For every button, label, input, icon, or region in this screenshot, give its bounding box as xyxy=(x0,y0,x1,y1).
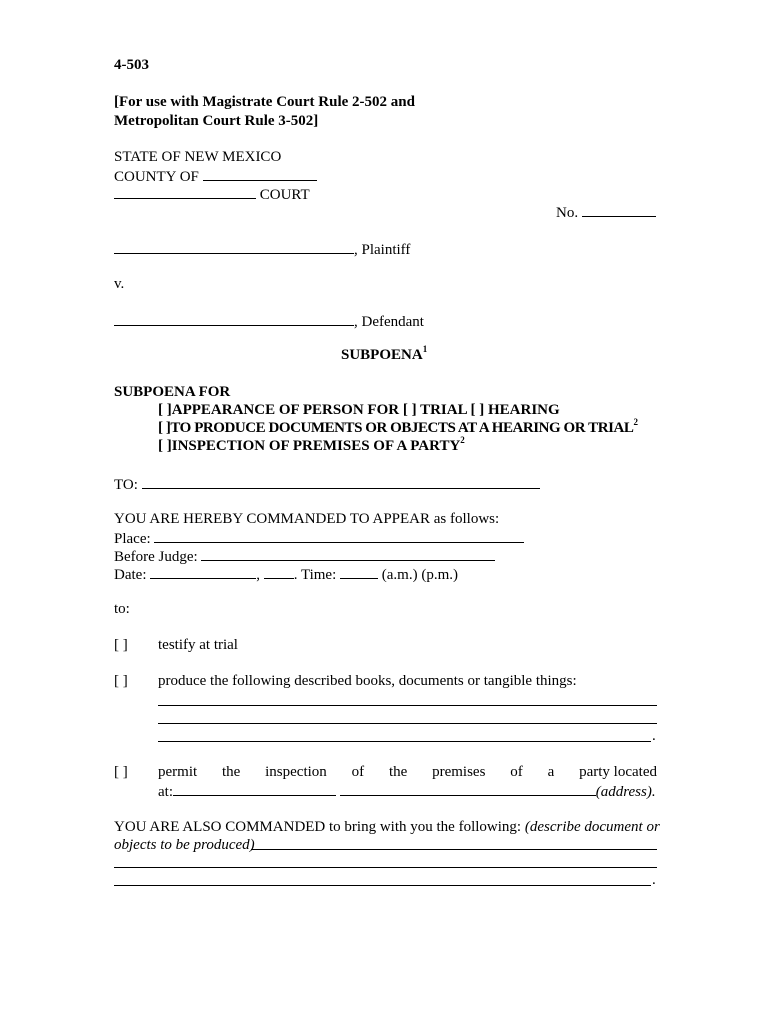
also-commanded-line xyxy=(114,819,660,836)
bring-blank-1[interactable] xyxy=(251,849,657,850)
defendant-blank[interactable] xyxy=(114,312,354,326)
judge-line xyxy=(114,547,495,566)
address-label: (address). xyxy=(595,784,656,800)
document-title xyxy=(341,344,428,364)
inspection-sentence xyxy=(158,764,657,781)
to-blank[interactable] xyxy=(142,475,540,489)
time-label: . Time: xyxy=(293,567,337,583)
defendant-label: , Defendant xyxy=(354,314,424,330)
title-footnote: 1 xyxy=(422,344,428,354)
produce-label: produce the following described books, documents or tangible things: xyxy=(158,673,577,689)
option-inspection-footnote: 2 xyxy=(460,435,465,445)
bring-period: . xyxy=(652,872,656,888)
title-text: SUBPOENA xyxy=(341,347,423,363)
inspection-word: permit xyxy=(158,764,198,780)
case-number-line xyxy=(556,203,656,222)
produce-checkbox[interactable]: [ ] xyxy=(114,673,128,689)
date-blank[interactable] xyxy=(150,565,256,579)
option-inspection[interactable] xyxy=(158,435,465,455)
inspection-word: a xyxy=(547,764,555,780)
describe-line xyxy=(114,837,255,854)
bring-blank-2[interactable] xyxy=(114,867,657,868)
judge-label: Before Judge: xyxy=(114,549,198,565)
inspection-word: the xyxy=(388,764,408,780)
date-line xyxy=(114,565,458,584)
time-blank[interactable] xyxy=(340,565,378,579)
produce-blank-2[interactable] xyxy=(158,723,657,724)
bring-blank-3[interactable] xyxy=(114,885,651,886)
option-produce-text: [ ]TO PRODUCE DOCUMENTS OR OBJECTS AT A HEARING OR TRIAL xyxy=(158,420,634,436)
county-label: COUNTY OF xyxy=(114,169,199,185)
inspection-word: premises xyxy=(432,764,486,780)
inspection-word: party located xyxy=(579,764,657,780)
plaintiff-line xyxy=(114,240,410,259)
defendant-line xyxy=(114,312,424,331)
place-blank[interactable] xyxy=(154,529,524,543)
place-label: Place: xyxy=(114,531,151,547)
plaintiff-blank[interactable] xyxy=(114,240,354,254)
case-number-label: No. xyxy=(556,205,579,221)
testify-label: testify at trial xyxy=(158,637,238,653)
court-line xyxy=(114,185,310,204)
court-blank[interactable] xyxy=(114,185,256,199)
option-inspection-text: [ ]INSPECTION OF PREMISES OF A PARTY xyxy=(158,438,461,454)
inspection-word: of xyxy=(510,764,523,780)
option-produce-footnote: 2 xyxy=(633,417,638,427)
to-colon-label: to: xyxy=(114,601,130,617)
commanded-heading: YOU ARE HEREBY COMMANDED TO APPEAR as follows: xyxy=(114,511,500,527)
ampm-label: (a.m.) (p.m.) xyxy=(381,567,458,583)
use-line-1: [For use with Magistrate Court Rule 2-502 and xyxy=(114,94,415,110)
to-line xyxy=(114,475,540,494)
date-label: Date: xyxy=(114,567,147,583)
use-line-2: Metropolitan Court Rule 3-502] xyxy=(114,113,319,129)
date-comma: , xyxy=(256,567,260,583)
address-blank-1[interactable] xyxy=(173,782,336,796)
plaintiff-label: , Plaintiff xyxy=(354,242,411,258)
produce-period: . xyxy=(652,728,656,744)
testify-checkbox[interactable]: [ ] xyxy=(114,637,128,653)
address-blank-2[interactable] xyxy=(340,782,596,796)
inspection-word: of xyxy=(351,764,365,780)
state-heading: STATE OF NEW MEXICO xyxy=(114,149,282,165)
court-label: COURT xyxy=(259,187,310,203)
versus-label: v. xyxy=(114,276,125,292)
county-blank[interactable] xyxy=(203,167,317,181)
year-blank[interactable] xyxy=(264,565,294,579)
describe-label-1: (describe document or xyxy=(524,819,660,835)
inspection-word: the xyxy=(221,764,241,780)
at-label: at: xyxy=(158,784,173,800)
option-produce[interactable] xyxy=(158,417,638,437)
inspection-checkbox[interactable]: [ ] xyxy=(114,764,128,780)
also-commanded-label: YOU ARE ALSO COMMANDED to bring with you the following: xyxy=(114,819,522,835)
produce-blank-1[interactable] xyxy=(158,705,657,706)
form-number: 4-503 xyxy=(114,57,149,73)
place-line xyxy=(114,529,524,548)
option-appearance[interactable]: [ ]APPEARANCE OF PERSON FOR [ ] TRIAL [ ] HEARING xyxy=(158,402,560,418)
county-line xyxy=(114,167,317,186)
produce-blank-3[interactable] xyxy=(158,741,651,742)
subpoena-for-heading: SUBPOENA FOR xyxy=(114,384,231,400)
case-number-blank[interactable] xyxy=(582,203,656,217)
describe-label-2: objects to be produced) xyxy=(114,837,255,853)
judge-blank[interactable] xyxy=(201,547,495,561)
address-line xyxy=(158,782,656,801)
to-label: TO: xyxy=(114,477,138,493)
inspection-word: inspection xyxy=(265,764,327,780)
